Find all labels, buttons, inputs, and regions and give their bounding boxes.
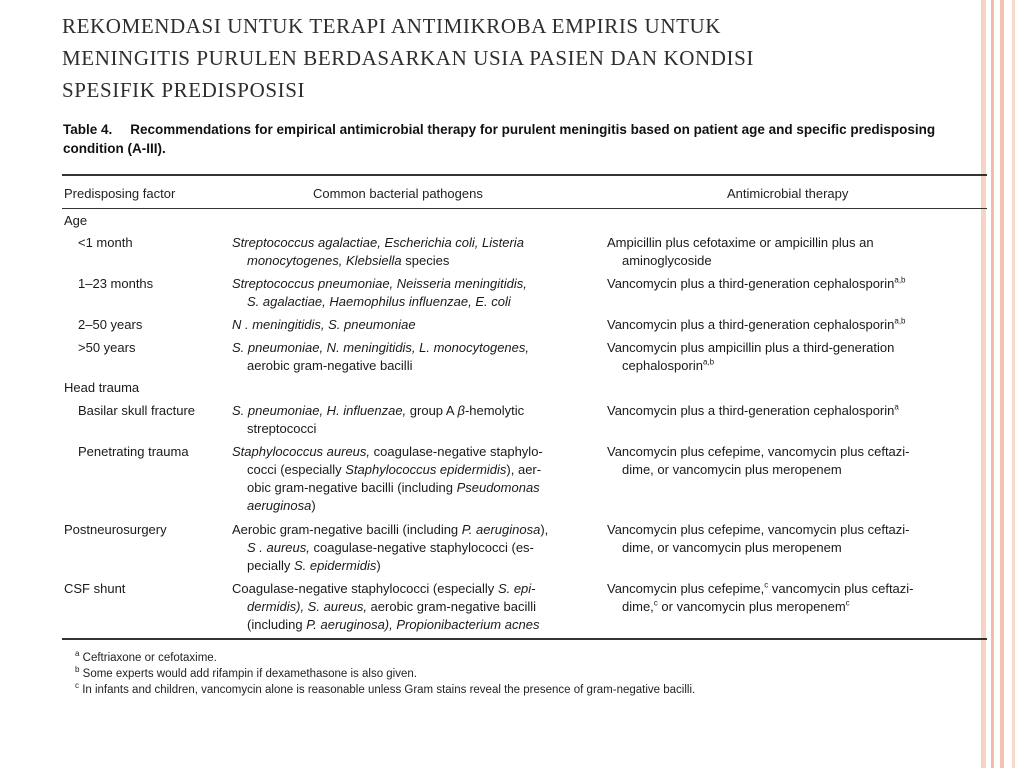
therapy-text: dime, or vancomycin plus meropenem [622,540,842,555]
pathogen-text: aerobic gram-negative bacilli [366,599,537,614]
therapy-cell [607,339,987,375]
pathogen-text: S . aureus, [247,540,310,555]
stripe [991,0,994,768]
therapy-text: vancomycin plus ceftazi- [768,581,914,596]
therapy-cell [607,402,987,420]
pathogens-cell [232,234,602,270]
slide-title-line: MENINGITIS PURULEN BERDASARKAN USIA PASIEN DAN KONDISI [62,46,754,70]
pathogen-text: S. pneumoniae, N. meningitidis, L. monocytogenes, [232,340,530,355]
table-top-rule [62,174,987,176]
footnote-marker: a,b [702,357,715,367]
pathogen-text: Aerobic gram-negative bacilli (including [232,522,462,537]
pathogen-text: ) [376,558,381,573]
therapy-cell [607,443,987,479]
pathogens-cell [232,443,602,515]
caption-text: Recommendations for empirical antimicrobial therapy for purulent meningitis based on patient age and specific predisposing [130,122,936,137]
slide-title-line: SPESIFIK PREDISPOSISI [62,78,306,102]
stripe [1000,0,1004,768]
therapy-text: Vancomycin plus cefepime, [607,581,765,596]
caption-text-cont: condition (A-III). [63,141,166,156]
pathogen-text: monocytogenes, Klebsiella [247,253,402,268]
pathogens-cell [232,402,602,438]
pathogen-text: S. agalactiae, Haemophilus influenzae, E. coli [247,294,511,309]
therapy-text: aminoglycoside [622,253,712,268]
table-number: Table 4. [63,122,113,137]
pathogen-text: group A [406,403,458,418]
pathogen-text: S. pneumoniae, H. influenzae, [232,403,407,418]
therapy-text: dime, [622,599,654,614]
therapy-text: or vancomycin plus meropenem [657,599,846,614]
factor-cell: >50 years [78,340,136,355]
therapy-text: Vancomycin plus ampicillin plus a third-generation [607,340,895,355]
pathogen-text: cocci (especially [247,462,346,477]
factor-cell: 1–23 months [78,276,154,291]
pathogen-text: P. aeruginosa [461,522,541,537]
footnote-text: In infants and children, vancomycin alone is reasonable unless Gram stains reveal the presence of gram-negative bacilli. [79,684,696,696]
factor-cell: 2–50 years [78,317,143,332]
pathogen-text: coagulase-negative staphylo- [370,444,543,459]
pathogen-text: S. epi- [497,581,536,596]
section-label-head-trauma: Head trauma [64,380,140,395]
therapy-cell [607,580,987,616]
pathogen-text: Streptococcus pneumoniae, Neisseria meningitidis, [232,276,527,291]
therapy-text: Vancomycin plus a third-generation cephalosporin [607,317,895,332]
pathogen-text: species [401,253,450,268]
footnote-mark: c [75,681,79,691]
therapy-text: Vancomycin plus cefepime, vancomycin plus ceftazi- [607,444,910,459]
footnote-marker: a,b [894,275,906,285]
therapy-cell [607,234,987,270]
pathogen-text: P. aeruginosa), Propionibacterium acnes [306,617,540,632]
therapy-text: Vancomycin plus cefepime, vancomycin plus ceftazi- [607,522,910,537]
stripe [981,0,986,768]
pathogens-cell [232,275,602,311]
footnote-text: Some experts would add rifampin if dexamethasone is also given. [79,668,417,680]
header-rule [62,208,987,209]
footnote-marker: a [894,402,899,412]
footnote-c [75,682,695,698]
therapy-cell [607,316,987,334]
pathogen-text: coagulase-negative staphylococci (es- [309,540,534,555]
pathogens-cell [232,316,602,334]
footnote-marker: a,b [894,316,906,326]
footnote-b [75,666,695,682]
pathogen-text: Streptococcus agalactiae, Escherichia coli, Listeria [232,235,524,250]
therapy-text: Ampicillin plus cefotaxime or ampicillin plus an [607,235,874,250]
footnote-marker: c [764,580,769,590]
footnote-mark: a [75,649,80,659]
pathogen-text: (including [247,617,307,632]
pathogen-text: pecially [247,558,294,573]
pathogen-text: obic gram-negative bacilli (including [247,480,457,495]
pathogen-text: ), aer- [506,462,542,477]
pathogen-text: S. epidermidis [293,558,377,573]
therapy-text: dime, or vancomycin plus meropenem [622,462,842,477]
pathogen-text: ), [540,522,549,537]
slide-title-line: REKOMENDASI UNTUK TERAPI ANTIMIKROBA EMPIRIS UNTUK [62,14,722,38]
stripe [1012,0,1015,768]
table-caption [63,120,988,158]
therapy-cell [607,521,987,557]
pathogen-text: -hemolytic [464,403,525,418]
header-therapy: Antimicrobial therapy [727,186,849,201]
pathogen-text: dermidis), S. aureus, [247,599,367,614]
pathogen-text: aerobic gram-negative bacilli [247,358,413,373]
pathogen-text: Pseudomonas [456,480,540,495]
pathogen-text: Staphylococcus aureus, [232,444,371,459]
pathogens-cell [232,521,602,575]
pathogens-cell [232,580,602,634]
footnote-marker: c [845,598,850,608]
factor-cell: <1 month [78,235,133,250]
footnote-a [75,650,695,666]
slide-title [62,10,962,106]
factor-cell: Penetrating trauma [78,444,189,459]
therapy-text: Vancomycin plus a third-generation cephalosporin [607,276,895,291]
pathogen-text: aeruginosa [247,498,312,513]
factor-cell: Postneurosurgery [64,522,167,537]
pathogen-text: Coagulase-negative staphylococci (especially [232,581,498,596]
pathogens-cell [232,339,602,375]
table-bottom-rule [62,638,987,640]
header-predisposing-factor: Predisposing factor [64,186,176,201]
decorative-side-stripes [979,0,1024,768]
section-label-age: Age [64,213,88,228]
footnote-mark: b [75,665,80,675]
pathogen-text: ) [311,498,316,513]
pathogen-text: N . meningitidis, S. pneumoniae [232,317,416,332]
footnotes [75,650,695,698]
header-pathogens: Common bacterial pathogens [313,186,483,201]
footnote-text: Ceftriaxone or cefotaxime. [79,652,217,664]
pathogen-text: Staphylococcus epidermidis [345,462,507,477]
factor-cell: Basilar skull fracture [78,403,196,418]
footnote-marker: c [653,598,658,608]
pathogen-text: streptococci [247,421,317,436]
therapy-cell [607,275,987,293]
therapy-text: Vancomycin plus a third-generation cephalosporin [607,403,895,418]
therapy-text: cephalosporin [622,358,703,373]
pathogen-text: β [457,403,465,418]
factor-cell: CSF shunt [64,581,126,596]
